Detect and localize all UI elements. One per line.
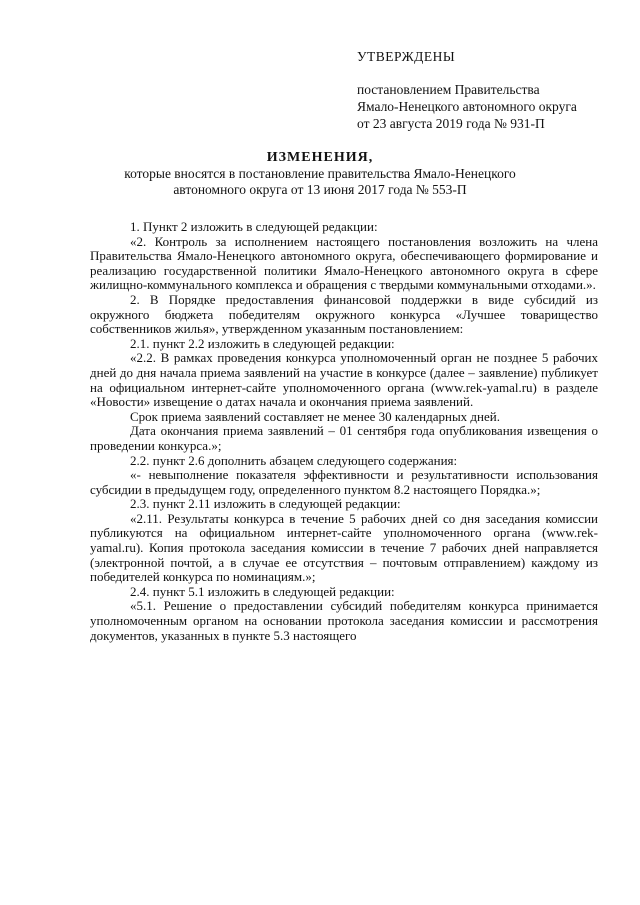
approval-line-1: постановлением Правительства xyxy=(357,82,540,97)
title-line-2: автономного округа от 13 июня 2017 года № 553-П xyxy=(173,182,467,197)
paragraph: 2.4. пункт 5.1 изложить в следующей редакции: xyxy=(130,583,395,599)
paragraph: 2.3. пункт 2.11 изложить в следующей редакции: xyxy=(130,496,401,512)
document-body xyxy=(90,220,598,643)
paragraph: «5.1. Решение о предоставлении субсидий победителям конкурса принимается уполномоченным органом на основании протокола заседания комиссии и рассмотрения документов, указанных в пункте 5.3 настоящего xyxy=(90,598,598,643)
paragraph: «- невыполнение показателя эффективности и результативности использования субсидии в предыдущем году, определенного пунктом 8.2 настоящего Порядка.»; xyxy=(90,467,598,497)
approval-line-2: Ямало-Ненецкого автономного округа xyxy=(357,99,577,114)
approval-block xyxy=(357,48,577,132)
paragraph: 1. Пункт 2 изложить в следующей редакции: xyxy=(130,219,378,234)
approval-line-3: от 23 августа 2019 года № 931-П xyxy=(357,116,545,131)
approval-heading: УТВЕРЖДЕНЫ xyxy=(357,49,456,64)
paragraph: 2.2. пункт 2.6 дополнить абзацем следующего содержания: xyxy=(130,452,458,468)
paragraph: 2. В Порядке предоставления финансовой поддержки в виде субсидий из окружного бюджета победителям окружного конкурса «Лучшее товарищество собственников жилья», утвержденном указанным постановлением: xyxy=(90,291,598,337)
title-main: ИЗМЕНЕНИЯ, xyxy=(266,150,374,165)
paragraph: «2.2. В рамках проведения конкурса уполномоченный орган не позднее 5 рабочих дней до дня начала приема заявлений на участие в конкурсе (далее – заявление) публикует на официальном интернет-сайте уполномоченного органа (www.rek-yamal.ru) в разделе «Новости» извещение о датах начала и окончания приема заявлений. xyxy=(90,350,598,410)
title-line-1: которые вносятся в постановление правительства Ямало-Ненецкого xyxy=(124,166,516,181)
paragraph: Срок приема заявлений составляет не менее 30 календарных дней. xyxy=(130,408,500,424)
paragraph: 2.1. пункт 2.2 изложить в следующей редакции: xyxy=(130,335,395,351)
document-title xyxy=(0,150,640,198)
paragraph: Дата окончания приема заявлений – 01 сентября года опубликования извещения о проведении конкурса.»; xyxy=(90,423,598,453)
paragraph: «2. Контроль за исполнением настоящего постановления возложить на члена Правительства Ямало-Ненецкого автономного округа, обеспечивающего формирование и реализацию государственной политики Ямало-Ненецкого автономного округа в сфере жилищно-коммунального комплекса и обращения с твердыми коммунальными отходами.». xyxy=(90,233,598,293)
paragraph: «2.11. Результаты конкурса в течение 5 рабочих дней со дня заседания комиссии публикуются на официальном интернет-сайте уполномоченного органа (www.rek-yamal.ru). Копия протокола заседания комиссии в течение 7 рабочих дней направляется (электронной почтой, а в случае ее отсутствия – почтовым отправлением) каждому из победителей конкурса по номинациям.»; xyxy=(90,510,598,585)
